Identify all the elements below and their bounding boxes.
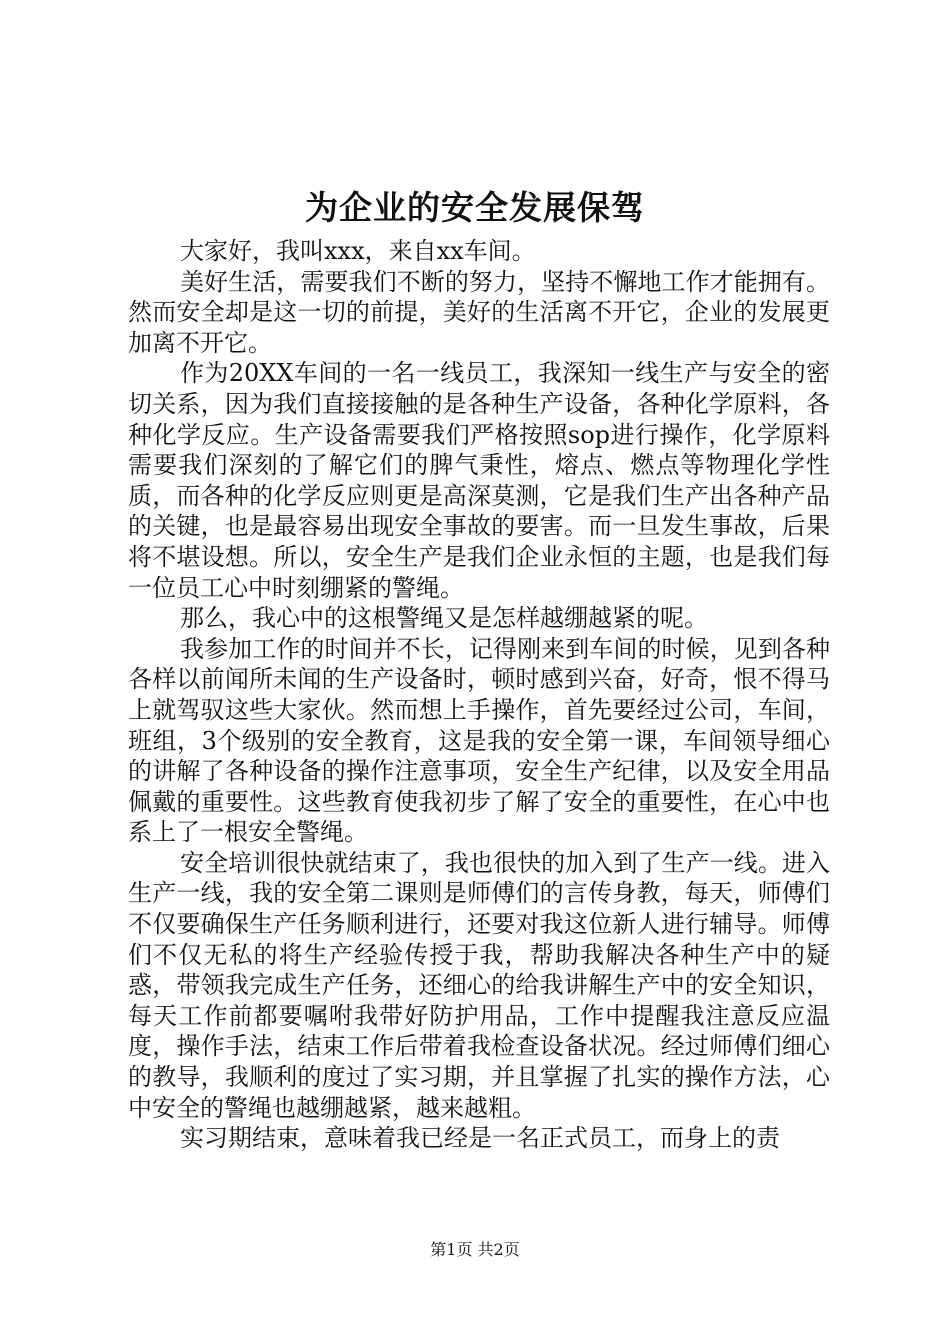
paragraph: 作为20XX车间的一名一线员工，我深知一线生产与安全的密切关系，因为我们直接接触的是各种生产设备，各种化学原料，各种化学反应。生产设备需要我们严格按照sop进行操作，化学原料需要我们深刻的了解它们的脾气秉性，熔点、燃点等物理化学性质，而各种的化学反应则更是高深莫测，它是我们生产出各种产品的关键，也是最容易出现安全事故的要害。而一旦发生事故，后果将不堪设想。所以，安全生产是我们企业永恒的主题，也是我们每一位员工心中时刻绷紧的警绳。 <box>128 359 830 602</box>
paragraph: 那么，我心中的这根警绳又是怎样越绷越紧的呢。 <box>180 604 708 633</box>
document-body <box>128 236 830 1154</box>
document-title: 为企业的安全发展保驾 <box>305 188 645 227</box>
paragraph: 大家好，我叫xxx，来自xx车间。 <box>180 237 536 265</box>
paragraph: 安全培训很快就结束了，我也很快的加入到了生产一线。进入生产一线，我的安全第二课则是师傅们的言传身教，每天，师傅们不仅要确保生产任务顺利进行，还要对我这位新人进行辅导。师傅们不仅无私的将生产经验传授于我，帮助我解决各种生产中的疑惑，带领我完成生产任务，还细心的给我讲解生产中的安全知识，每天工作前都要嘱咐我带好防护用品，工作中提醒我注意反应温度，操作手法，结束工作后带着我检查设备状况。经过师傅们细心的教导，我顺利的度过了实习期，并且掌握了扎实的操作方法，心中安全的警绳也越绷越紧，越来越粗。 <box>128 848 830 1122</box>
paragraph: 实习期结束，意味着我已经是一名正式员工，而身上的责 <box>180 1124 780 1153</box>
paragraph: 我参加工作的时间并不长，记得刚来到车间的时候，见到各种各样以前闻所未闻的生产设备时，顿时感到兴奋，好奇，恨不得马上就驾驭这些大家伙。然而想上手操作，首先要经过公司，车间，班组，3个级别的安全教育，这是我的安全第一课，车间领导细心的讲解了各种设备的操作注意事项，安全生产纪律，以及安全用品佩戴的重要性。这些教育使我初步了解了安全的重要性，在心中也系上了一根安全警绳。 <box>128 634 830 847</box>
paragraph: 美好生活，需要我们不断的努力，坚持不懈地工作才能拥有。然而安全却是这一切的前提，美好的生活离不开它，企业的发展更加离不开它。 <box>128 267 830 357</box>
page-footer: 第1页 共2页 <box>430 1240 520 1259</box>
